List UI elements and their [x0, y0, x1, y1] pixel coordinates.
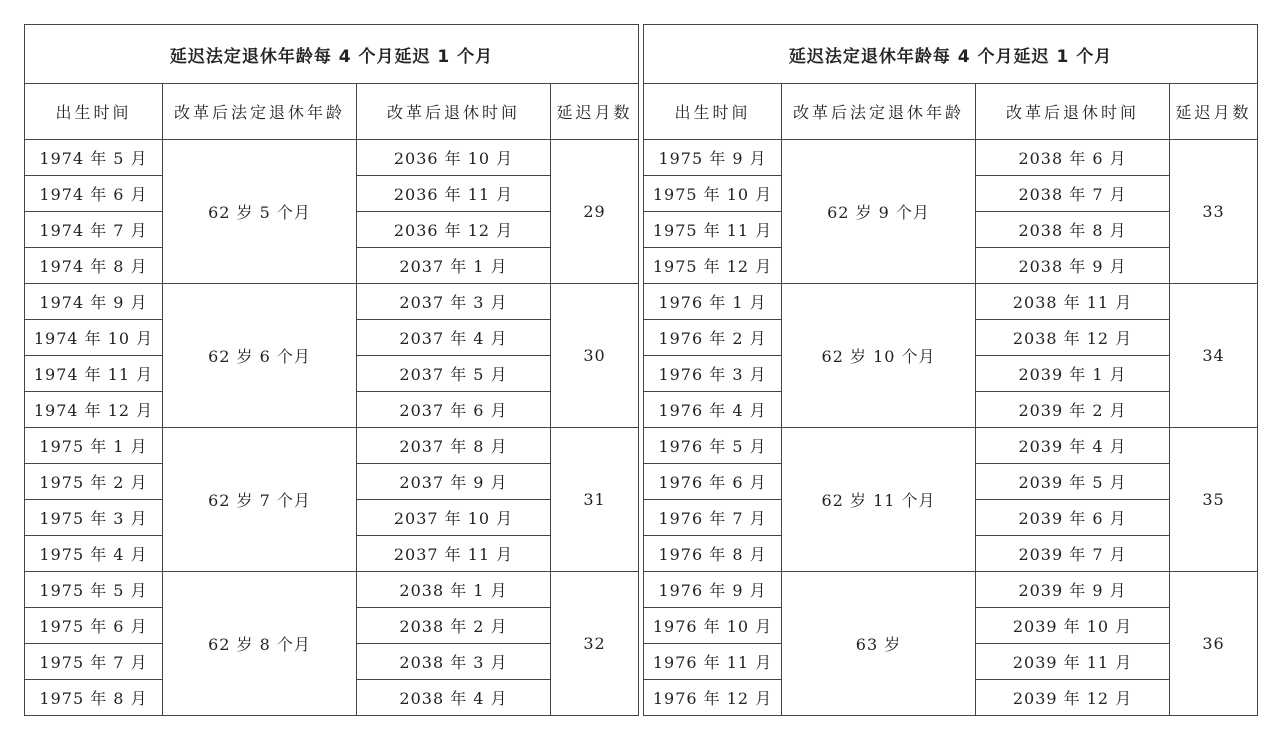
birth-cell: 1975 年 6 月	[25, 608, 163, 644]
birth-cell: 1976 年 8 月	[644, 536, 782, 572]
age-cell: 62 岁 8 个月	[163, 572, 357, 716]
delay-cell: 30	[551, 284, 639, 428]
header-retire: 改革后退休时间	[357, 84, 551, 140]
retire-cell: 2037 年 8 月	[357, 428, 551, 464]
delay-cell: 31	[551, 428, 639, 572]
delay-cell: 34	[1170, 284, 1258, 428]
table-row	[25, 140, 639, 176]
table-row	[644, 284, 1258, 320]
delay-cell: 36	[1170, 572, 1258, 716]
birth-cell: 1974 年 7 月	[25, 212, 163, 248]
retire-cell: 2039 年 4 月	[976, 428, 1170, 464]
header-birth: 出生时间	[25, 84, 163, 140]
retire-cell: 2037 年 6 月	[357, 392, 551, 428]
birth-cell: 1974 年 12 月	[25, 392, 163, 428]
birth-cell: 1976 年 1 月	[644, 284, 782, 320]
retire-cell: 2038 年 1 月	[357, 572, 551, 608]
retire-cell: 2039 年 7 月	[976, 536, 1170, 572]
retire-cell: 2038 年 9 月	[976, 248, 1170, 284]
header-delay: 延迟月数	[1170, 84, 1258, 140]
table-row	[25, 572, 639, 608]
age-cell: 62 岁 7 个月	[163, 428, 357, 572]
birth-cell: 1975 年 8 月	[25, 680, 163, 716]
retire-cell: 2038 年 3 月	[357, 644, 551, 680]
retire-cell: 2039 年 2 月	[976, 392, 1170, 428]
header-delay: 延迟月数	[551, 84, 639, 140]
retire-cell: 2039 年 5 月	[976, 464, 1170, 500]
age-cell: 62 岁 10 个月	[782, 284, 976, 428]
retirement-tables	[24, 24, 1258, 716]
retire-cell: 2038 年 6 月	[976, 140, 1170, 176]
retire-cell: 2038 年 8 月	[976, 212, 1170, 248]
birth-cell: 1976 年 11 月	[644, 644, 782, 680]
retirement-table-left	[24, 24, 639, 716]
age-cell: 62 岁 11 个月	[782, 428, 976, 572]
birth-cell: 1975 年 2 月	[25, 464, 163, 500]
table-row	[25, 428, 639, 464]
table-row	[644, 428, 1258, 464]
age-cell: 62 岁 6 个月	[163, 284, 357, 428]
retire-cell: 2039 年 11 月	[976, 644, 1170, 680]
retire-cell: 2037 年 5 月	[357, 356, 551, 392]
birth-cell: 1975 年 12 月	[644, 248, 782, 284]
header-age: 改革后法定退休年龄	[782, 84, 976, 140]
retire-cell: 2037 年 11 月	[357, 536, 551, 572]
birth-cell: 1975 年 7 月	[25, 644, 163, 680]
birth-cell: 1975 年 1 月	[25, 428, 163, 464]
birth-cell: 1974 年 10 月	[25, 320, 163, 356]
retire-cell: 2036 年 10 月	[357, 140, 551, 176]
retire-cell: 2039 年 1 月	[976, 356, 1170, 392]
birth-cell: 1974 年 8 月	[25, 248, 163, 284]
retire-cell: 2038 年 2 月	[357, 608, 551, 644]
retire-cell: 2037 年 10 月	[357, 500, 551, 536]
birth-cell: 1976 年 2 月	[644, 320, 782, 356]
retire-cell: 2039 年 9 月	[976, 572, 1170, 608]
retire-cell: 2037 年 3 月	[357, 284, 551, 320]
delay-cell: 33	[1170, 140, 1258, 284]
birth-cell: 1975 年 4 月	[25, 536, 163, 572]
retirement-table-right	[643, 24, 1258, 716]
delay-cell: 29	[551, 140, 639, 284]
retire-cell: 2038 年 11 月	[976, 284, 1170, 320]
birth-cell: 1975 年 9 月	[644, 140, 782, 176]
age-cell: 62 岁 9 个月	[782, 140, 976, 284]
age-cell: 62 岁 5 个月	[163, 140, 357, 284]
header-birth: 出生时间	[644, 84, 782, 140]
birth-cell: 1976 年 6 月	[644, 464, 782, 500]
retire-cell: 2036 年 11 月	[357, 176, 551, 212]
birth-cell: 1976 年 4 月	[644, 392, 782, 428]
table-row	[644, 140, 1258, 176]
age-cell: 63 岁	[782, 572, 976, 716]
table-row	[25, 284, 639, 320]
header-age: 改革后法定退休年龄	[163, 84, 357, 140]
delay-cell: 32	[551, 572, 639, 716]
retire-cell: 2039 年 10 月	[976, 608, 1170, 644]
birth-cell: 1975 年 5 月	[25, 572, 163, 608]
table-title: 延迟法定退休年龄每 4 个月延迟 1 个月	[25, 25, 639, 84]
delay-cell: 35	[1170, 428, 1258, 572]
birth-cell: 1976 年 10 月	[644, 608, 782, 644]
birth-cell: 1974 年 11 月	[25, 356, 163, 392]
birth-cell: 1976 年 3 月	[644, 356, 782, 392]
birth-cell: 1976 年 12 月	[644, 680, 782, 716]
birth-cell: 1976 年 5 月	[644, 428, 782, 464]
retire-cell: 2039 年 6 月	[976, 500, 1170, 536]
retire-cell: 2037 年 9 月	[357, 464, 551, 500]
birth-cell: 1975 年 3 月	[25, 500, 163, 536]
table-row	[644, 572, 1258, 608]
birth-cell: 1976 年 9 月	[644, 572, 782, 608]
birth-cell: 1975 年 11 月	[644, 212, 782, 248]
retire-cell: 2036 年 12 月	[357, 212, 551, 248]
retire-cell: 2037 年 1 月	[357, 248, 551, 284]
table-title: 延迟法定退休年龄每 4 个月延迟 1 个月	[644, 25, 1258, 84]
birth-cell: 1975 年 10 月	[644, 176, 782, 212]
birth-cell: 1974 年 6 月	[25, 176, 163, 212]
header-retire: 改革后退休时间	[976, 84, 1170, 140]
retire-cell: 2038 年 12 月	[976, 320, 1170, 356]
retire-cell: 2037 年 4 月	[357, 320, 551, 356]
birth-cell: 1974 年 5 月	[25, 140, 163, 176]
birth-cell: 1976 年 7 月	[644, 500, 782, 536]
retire-cell: 2038 年 4 月	[357, 680, 551, 716]
retire-cell: 2039 年 12 月	[976, 680, 1170, 716]
retire-cell: 2038 年 7 月	[976, 176, 1170, 212]
birth-cell: 1974 年 9 月	[25, 284, 163, 320]
